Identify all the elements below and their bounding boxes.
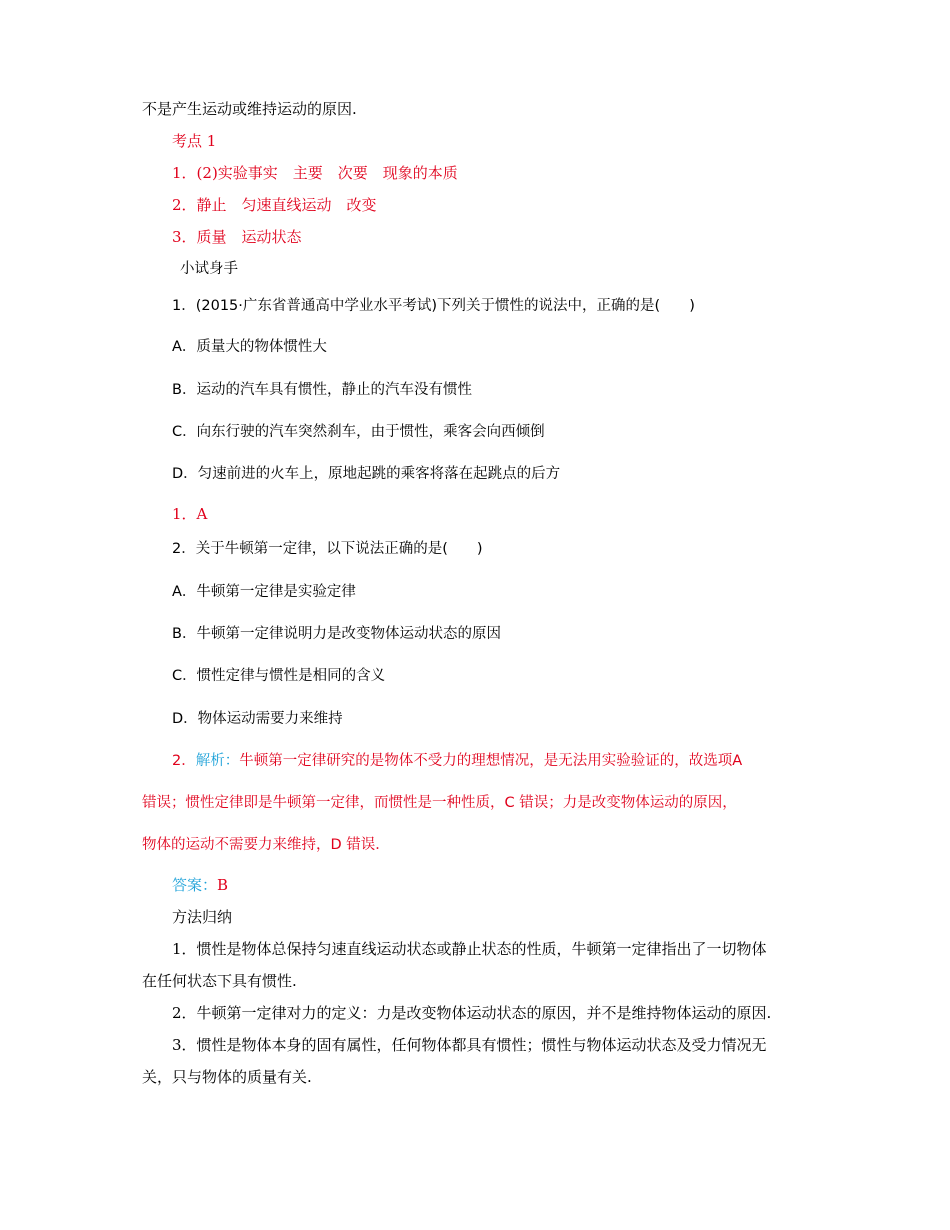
fangfa-line: 2．牛顿第一定律对力的定义：力是改变物体运动状态的原因，并不是维持物体运动的原因. [172, 1004, 772, 1022]
fangfa-line: 在任何状态下具有惯性. [142, 972, 297, 990]
analysis-label: 解析： [195, 753, 240, 769]
intro-tail-text: 不是产生运动或维持运动的原因. [142, 100, 357, 118]
kaodian-item: 1．(2)实验事实 主要 次要 现象的本质 [172, 164, 458, 182]
question-option: C．向东行驶的汽车突然刹车，由于惯性，乘客会向西倾倒 [172, 424, 545, 440]
analysis-line [172, 751, 742, 771]
answer-value: B [217, 876, 229, 894]
question-option: B．运动的汽车具有惯性，静止的汽车没有惯性 [172, 382, 472, 398]
question-option: B．牛顿第一定律说明力是改变物体运动状态的原因 [172, 626, 501, 642]
question-stem: 2．关于牛顿第一定律，以下说法正确的是( ) [172, 541, 483, 557]
kaodian-item: 2．静止 匀速直线运动 改变 [172, 196, 377, 214]
xiaoshi-title: 小试身手 [180, 261, 238, 277]
fangfa-line: 3．惯性是物体本身的固有属性，任何物体都具有惯性；惯性与物体运动状态及受力情况无 [172, 1036, 767, 1054]
analysis-text: 错误；惯性定律即是牛顿第一定律，而惯性是一种性质，C 错误；力是改变物体运动的原因， [142, 795, 737, 811]
fangfa-title: 方法归纳 [172, 908, 233, 926]
analysis-text: 牛顿第一定律研究的是物体不受力的理想情况，是无法用实验验证的，故选项A [239, 753, 743, 769]
question-stem: 1．(2015·广东省普通高中学业水平考试)下列关于惯性的说法中，正确的是( ) [172, 298, 695, 314]
question-option: D．匀速前进的火车上，原地起跳的乘客将落在起跳点的后方 [172, 466, 561, 482]
answer-label: 答案： [172, 876, 218, 894]
kaodian-item: 3．质量 运动状态 [172, 228, 302, 246]
question-option: D．物体运动需要力来维持 [172, 711, 343, 727]
fangfa-line: 1．惯性是物体总保持匀速直线运动状态或静止状态的性质，牛顿第一定律指出了一切物体 [172, 940, 767, 958]
analysis-number: 2． [172, 753, 196, 769]
answer-text: 1．A [172, 505, 208, 523]
kaodian-title: 考点 1 [172, 132, 217, 150]
question-option: A．质量大的物体惯性大 [172, 339, 327, 355]
analysis-text: 物体的运动不需要力来维持，D 错误． [142, 837, 390, 853]
question-option: C．惯性定律与惯性是相同的含义 [172, 668, 386, 684]
question-option: A．牛顿第一定律是实验定律 [172, 584, 356, 600]
answer-line [172, 875, 228, 895]
fangfa-line: 关，只与物体的质量有关. [142, 1068, 312, 1086]
